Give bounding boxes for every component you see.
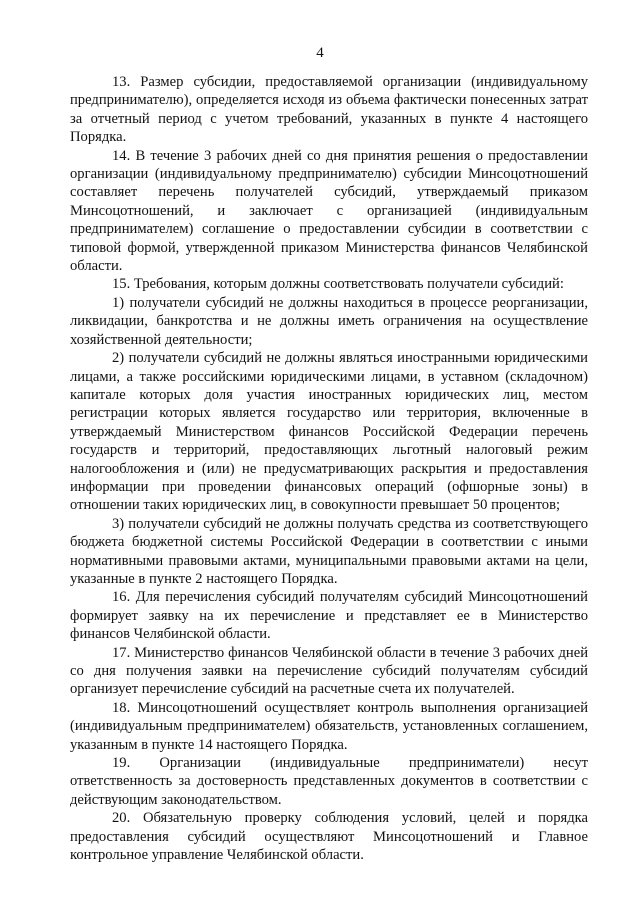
paragraph-15-item-2: 2) получатели субсидий не должны являться иностранными юридическими лицами, а также российскими юридическими лицами, в уставном (складочном) капитале которых доля участия иностранных юридических лиц, местом регистрации которых является государство или территория, включенные в утверждаемый Министерством финансов Российской Федерации перечень государств и территорий, предоставляющих льготный налоговый режим налогообложения и (или) не предусматривающих раскрытия и предоставления информации при проведении финансовых операций (офшорные зоны) в отношении таких юридических лиц, в совокупности превышает 50 процентов; xyxy=(70,350,588,514)
paragraph-19: 19. Организации (индивидуальные предприниматели) несут ответственность за достоверность представленных документов в соответствии с действующим законодательством. xyxy=(70,755,588,808)
paragraph-15: 15. Требования, которым должны соответствовать получатели субсидий: xyxy=(112,276,564,293)
paragraph-14: 14. В течение 3 рабочих дней со дня принятия решения о предоставлении организации (индивидуальному предпринимателю) субсидии Минсоцотношений составляет перечень получателей субсидий, утверждаемый приказом Минсоцотношений, и заключает с организацией (индивидуальным предпринимателем) соглашение о предоставлении субсидии в соответствии с типовой формой, утвержденной приказом Министерства финансов Челябинской области. xyxy=(70,147,588,275)
document-body xyxy=(70,73,588,864)
paragraph-18: 18. Минсоцотношений осуществляет контроль выполнения организацией (индивидуальным предпринимателем) обязательств, установленных соглашением, указанным в пункте 14 настоящего Порядка. xyxy=(70,699,588,753)
paragraph-16: 16. Для перечисления субсидий получателям субсидий Минсоцотношений формирует заявку на их перечисление и представляет ее в Министерство финансов Челябинской области. xyxy=(70,589,588,643)
paragraph-17: 17. Министерство финансов Челябинской области в течение 3 рабочих дней со дня получения заявки на перечисление субсидий получателям субсидий организует перечисление субсидий на расчетные счета их получателей. xyxy=(70,644,588,698)
paragraph-15-item-1: 1) получатели субсидий не должны находиться в процессе реорганизации, ликвидации, банкротства и не должны иметь ограничения на осуществление хозяйственной деятельности; xyxy=(70,294,588,348)
paragraph-13: 13. Размер субсидии, предоставляемой организации (индивидуальному предпринимателю), определяется исходя из объема фактически понесенных затрат за отчетный период с учетом требований, указанных в пункте 4 настоящего Порядка. xyxy=(70,74,588,146)
paragraph-15-item-3: 3) получатели субсидий не должны получать средства из соответствующего бюджета бюджетной системы Российской Федерации в соответствии с иными нормативными правовыми актами, муниципальными правовыми актами на цели, указанные в пункте 2 настоящего Порядка. xyxy=(70,515,588,587)
paragraph-20: 20. Обязательную проверку соблюдения условий, целей и порядка предоставления субсидий осуществляют Минсоцотношений и Главное контрольное управление Челябинской области. xyxy=(70,810,588,864)
page-number: 4 xyxy=(316,45,324,61)
